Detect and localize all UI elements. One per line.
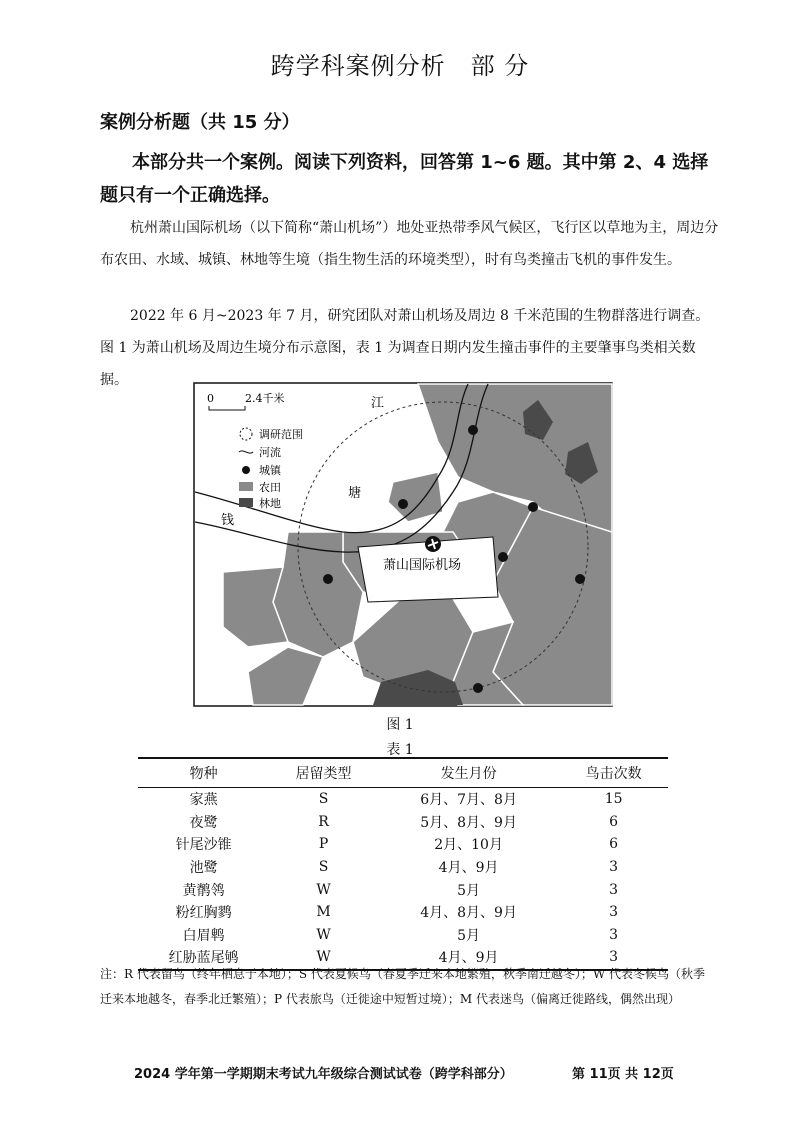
river-char-jiang: 江 <box>371 396 385 411</box>
habitat-map <box>193 382 613 707</box>
svg-text:0: 0 <box>207 392 214 405</box>
table-note: 注：R 代表留鸟（终年栖息于本地）；S 代表夏候鸟（春夏季迁来本地繁殖，秋季南迁越冬）；W 代表冬候鸟（秋季迁来本地越冬，春季北迁繁殖）；P 代表旅鸟（迁徙途中短暂过境）；M 代表迷鸟（偏离迁徙路线，偶然出现） <box>100 967 706 1006</box>
intro-text: 本部分共一个案例。阅读下列资料，回答第 1~6 题。其中第 2、4 选择题只有一个正确选择。 <box>100 152 709 206</box>
legend-town: 城镇 <box>259 464 281 477</box>
footer-page-number: 第 11页 共 12页 <box>572 1067 674 1082</box>
airplane-icon <box>425 536 441 552</box>
table-row: 白眉鹎 W 5月 3 <box>182 926 619 944</box>
figure-caption: 图 1 <box>386 717 414 733</box>
header-species: 物种 <box>138 758 269 788</box>
table-row: 黄鹡鸰 W 5月 3 <box>182 881 619 899</box>
page-title: 跨学科案例分析 部 分 <box>270 52 530 80</box>
airport-label: 萧山国际机场 <box>383 558 462 573</box>
table-row: 池鹭 S 4月、9月 3 <box>189 859 619 877</box>
table-caption: 表 1 <box>386 742 414 758</box>
legend-survey: 调研范围 <box>259 428 303 441</box>
river-char-tang: 塘 <box>348 486 362 501</box>
river-char-qian: 钱 <box>221 513 235 528</box>
header-residence: 居留类型 <box>269 758 378 788</box>
legend-forest: 林地 <box>259 497 281 510</box>
table-row: 夜鹭 R 5月、8月、9月 6 <box>189 813 619 831</box>
table-header-row <box>138 758 668 788</box>
table-row: 家燕 S 6月、7月、8月 15 <box>189 791 623 809</box>
table-row: 红胁蓝尾鸲 W 4月、9月 3 <box>138 946 668 970</box>
svg-text:2.4千米: 2.4千米 <box>245 392 285 405</box>
table-row: 粉红胸鹨 M 4月、8月、9月 3 <box>175 904 619 922</box>
table-row: 针尾沙锥 P 2月、10月 6 <box>175 836 619 854</box>
header-months: 发生月份 <box>378 758 559 788</box>
paragraph-1: 杭州萧山国际机场（以下简称“萧山机场”）地处亚热带季风气候区，飞行区以草地为主，周边分布农田、水域、城镇、林地等生境（指生物生活的环境类型），时有鸟类撞击飞机的事件发生。 <box>100 220 719 268</box>
section-title: 案例分析题（共 15 分） <box>100 112 300 133</box>
legend-farmland: 农田 <box>259 481 281 494</box>
legend-river: 河流 <box>259 446 281 459</box>
header-strikes: 鸟击次数 <box>559 758 668 788</box>
footer-exam-title: 2024 学年第一学期期末考试九年级综合测试试卷（跨学科部分） <box>134 1067 513 1082</box>
paragraph-2: 2022 年 6 月~2023 年 7 月，研究团队对萧山机场及周边 8 千米范围的生物群落进行调查。图 1 为萧山机场及周边生境分布示意图，表 1 为调查日期内发生撞击事件的主要肇事鸟类相关数据。 <box>100 308 710 388</box>
bird-strike-table <box>138 757 668 971</box>
